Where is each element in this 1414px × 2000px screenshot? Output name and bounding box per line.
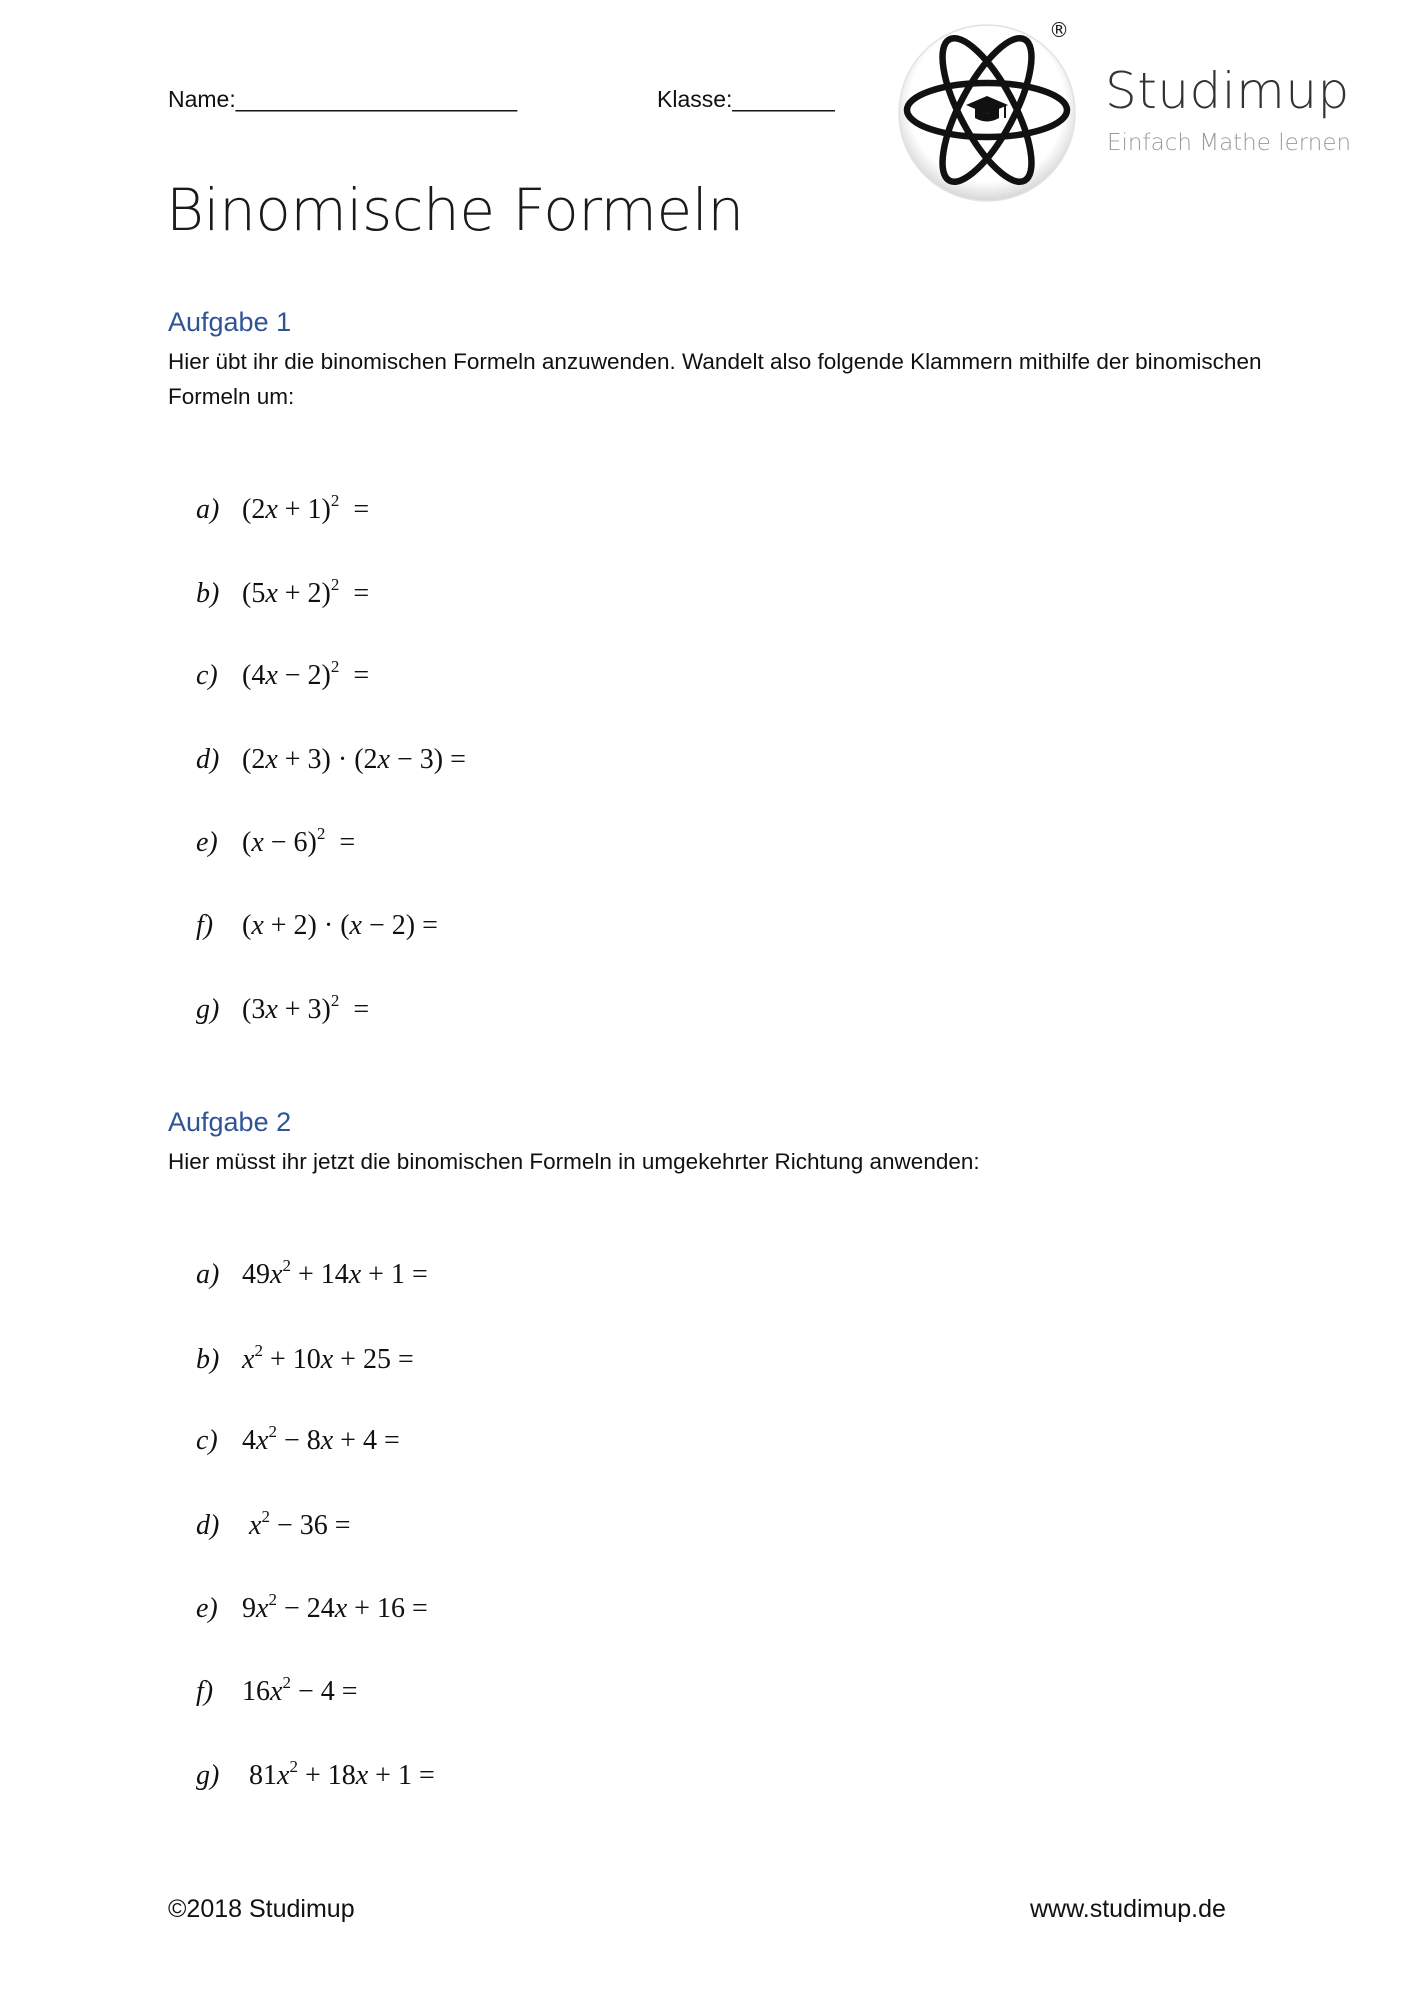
task2-item-g [182, 1728, 435, 1792]
item-label: e) [196, 1593, 218, 1624]
item-expression: $16x^2 - 4$ = [242, 1673, 358, 1707]
item-label: b) [196, 578, 220, 609]
task1-heading: Aufgabe 1 [168, 307, 292, 337]
item-label: b) [196, 1344, 220, 1375]
item-expression: $9x^2 - 24x + 16$ = [242, 1590, 428, 1624]
item-label: c) [196, 1425, 218, 1456]
item-expression: $x^2 + 10x + 25$ = [242, 1341, 414, 1375]
item-expression: $4x^2 - 8x + 4$ = [242, 1422, 400, 1456]
item-expression: (x + 2) · (x − 2) = [242, 910, 438, 941]
task2-item-f [182, 1644, 358, 1708]
item-expression: $x^2 - 36$ = [249, 1507, 351, 1541]
item-label: f) [196, 910, 214, 941]
task2-item-b [182, 1312, 414, 1376]
page-title: Binomische Formeln [166, 176, 744, 244]
task1-item-g [182, 962, 369, 1026]
task1-item-c [182, 628, 369, 692]
item-expression: $(x - 6)^2$ = [242, 824, 356, 858]
task1-item-a [182, 462, 369, 526]
name-field[interactable]: Name:______________________ [168, 86, 518, 112]
item-expression: $49x^2 + 14x + 1$ = [242, 1256, 428, 1290]
item-label: g) [196, 994, 220, 1025]
item-label: d) [196, 1510, 220, 1541]
item-expression: $81x^2 + 18x + 1$ = [242, 1757, 435, 1791]
task1-instructions: Hier übt ihr die binomischen Formeln anzuwenden. Wandelt also folgende Klammern mithilfe der binomischen Formeln um: [168, 349, 1262, 409]
logo-icon [896, 22, 1078, 204]
task1-item-b [182, 546, 369, 610]
brand-tagline: Einfach Mathe lernen [1107, 130, 1352, 156]
class-field[interactable]: Klasse:________ [657, 86, 835, 112]
item-expression: (2x + 3) · (2x − 3) = [242, 744, 466, 775]
task2-heading: Aufgabe 2 [168, 1107, 292, 1137]
item-label: g) [196, 1760, 220, 1791]
task2-item-a [182, 1227, 428, 1291]
task2-item-c [182, 1393, 400, 1457]
item-label: c) [196, 660, 218, 691]
item-expression: $(3x + 3)^2$ = [242, 991, 370, 1025]
task1-item-f [182, 878, 438, 942]
item-label: a) [196, 494, 220, 525]
item-label: f) [196, 1676, 214, 1707]
item-label: e) [196, 827, 218, 858]
brand-name: Studimup [1105, 62, 1350, 120]
item-label: a) [196, 1259, 220, 1290]
task2-item-e [182, 1561, 428, 1625]
task2-instructions: Hier müsst ihr jetzt die binomischen Formeln in umgekehrter Richtung anwenden: [168, 1149, 980, 1174]
item-expression: $(5x + 2)^2$ = [242, 575, 370, 609]
item-expression: $(4x - 2)^2$ = [242, 657, 370, 691]
footer-copyright: ©2018 Studimup [168, 1895, 355, 1923]
item-label: d) [196, 744, 220, 775]
registered-mark: ® [1049, 18, 1069, 42]
task1-item-e [182, 795, 355, 859]
task2-item-d [182, 1478, 351, 1542]
task1-item-d [182, 712, 466, 776]
footer-website-link[interactable]: www.studimup.de [1030, 1895, 1226, 1923]
item-expression: $(2x + 1)^2$ = [242, 491, 370, 525]
